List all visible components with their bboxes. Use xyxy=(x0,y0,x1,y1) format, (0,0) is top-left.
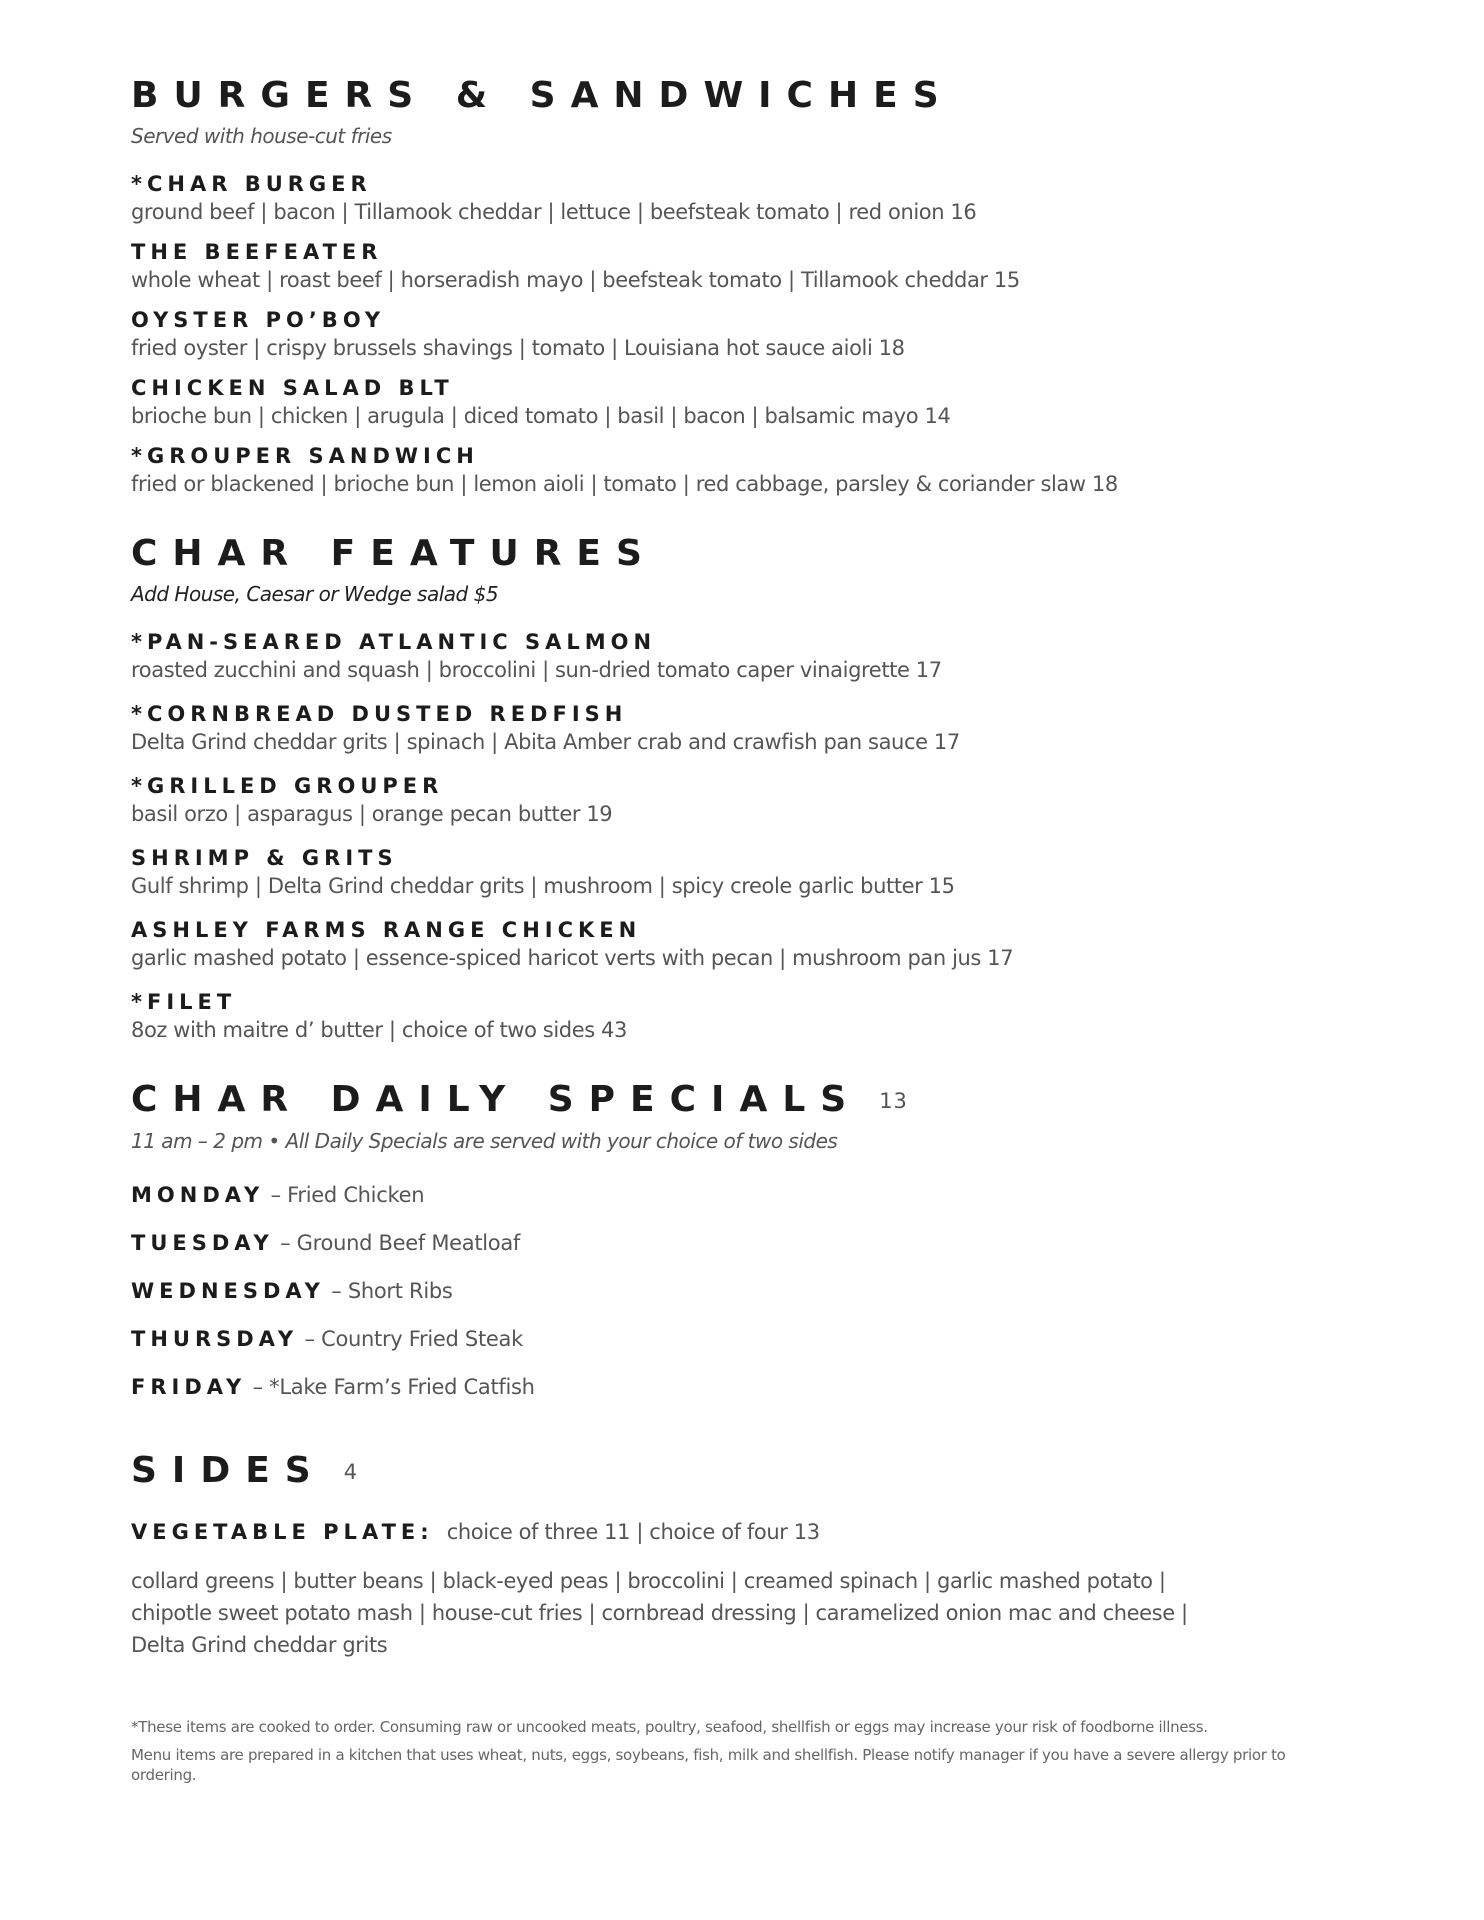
menu-content xyxy=(131,70,1311,1793)
item-description: fried or blackened | brioche bun | lemon aioli | tomato | red cabbage, parsley & coriander slaw 18 xyxy=(131,472,1118,496)
item-name: *FILET xyxy=(131,990,237,1014)
menu-item xyxy=(131,700,1311,756)
menu-item xyxy=(131,306,1311,362)
item-description: basil orzo | asparagus | orange pecan butter 19 xyxy=(131,802,613,826)
menu-item xyxy=(131,844,1311,900)
vegetable-plate-label: VEGETABLE PLATE: xyxy=(131,1520,434,1544)
menu-item xyxy=(131,988,1311,1044)
special-day: MONDAY xyxy=(131,1183,265,1207)
item-name: *CHAR BURGER xyxy=(131,172,372,196)
burgers-title: BURGERS & SANDWICHES xyxy=(131,75,954,116)
special-dish: – Fried Chicken xyxy=(264,1183,425,1207)
burgers-subtitle: Served with house-cut fries xyxy=(131,124,392,148)
specials-subtitle: 11 am – 2 pm • All Daily Specials are served with your choice of two sides xyxy=(131,1129,838,1153)
features-section xyxy=(131,528,1311,1044)
disclaimer xyxy=(131,1717,1311,1785)
menu-item xyxy=(131,238,1311,294)
vegetable-plate xyxy=(131,1518,1311,1549)
item-description: garlic mashed potato | essence-spiced haricot verts with pecan | mushroom pan jus 17 xyxy=(131,946,1014,970)
special-row xyxy=(131,1325,1311,1355)
special-row xyxy=(131,1373,1311,1403)
menu-item xyxy=(131,916,1311,972)
menu-item xyxy=(131,374,1311,430)
sides-title-text: SIDES xyxy=(131,1450,326,1491)
item-name: *GROUPER SANDWICH xyxy=(131,444,479,468)
burgers-section xyxy=(131,70,1311,498)
special-row xyxy=(131,1229,1311,1259)
features-subtitle: Add House, Caesar or Wedge salad $5 xyxy=(131,582,499,606)
special-day: WEDNESDAY xyxy=(131,1279,325,1303)
specials-title-text: CHAR DAILY SPECIALS xyxy=(131,1079,862,1120)
item-description: ground beef | bacon | Tillamook cheddar | lettuce | beefsteak tomato | red onion 16 xyxy=(131,200,977,224)
item-description: whole wheat | roast beef | horseradish mayo | beefsteak tomato | Tillamook cheddar 15 xyxy=(131,268,1020,292)
sides-section xyxy=(131,1445,1311,1661)
special-day: THURSDAY xyxy=(131,1327,299,1351)
specials-title xyxy=(131,1074,1311,1127)
item-description: roasted zucchini and squash | broccolini | sun-dried tomato caper vinaigrette 17 xyxy=(131,658,942,682)
item-name: OYSTER PO’BOY xyxy=(131,308,386,332)
item-description: Delta Grind cheddar grits | spinach | Abita Amber crab and crawfish pan sauce 17 xyxy=(131,730,960,754)
special-row xyxy=(131,1181,1311,1211)
special-dish: – *Lake Farm’s Fried Catfish xyxy=(246,1375,535,1399)
specials-section xyxy=(131,1074,1311,1403)
disclaimer-food-safety: *These items are cooked to order. Consuming raw or uncooked meats, poultry, seafood, shellfish or eggs may increase your risk of foodborne illness. xyxy=(131,1718,1208,1736)
menu-item xyxy=(131,628,1311,684)
special-day: FRIDAY xyxy=(131,1375,247,1399)
menu-item xyxy=(131,170,1311,226)
sides-price: 4 xyxy=(343,1460,359,1484)
item-name: THE BEEFEATER xyxy=(131,240,383,264)
item-description: fried oyster | crispy brussels shavings | tomato | Louisiana hot sauce aioli 18 xyxy=(131,336,905,360)
item-description: 8oz with maitre d’ butter | choice of two sides 43 xyxy=(131,1018,627,1042)
sides-list: collard greens | butter beans | black-eyed peas | broccolini | creamed spinach | garlic mashed potato | chipotle sweet potato mash | house-cut fries | cornbread dressing | caramelized onion mac and cheese | Delta Grind cheddar grits xyxy=(131,1569,1188,1657)
item-description: Gulf shrimp | Delta Grind cheddar grits | mushroom | spicy creole garlic butter 15 xyxy=(131,874,955,898)
special-day: TUESDAY xyxy=(131,1231,274,1255)
item-name: *PAN-SEARED ATLANTIC SALMON xyxy=(131,630,657,654)
menu-item xyxy=(131,772,1311,828)
sides-title xyxy=(131,1445,1311,1498)
special-row xyxy=(131,1277,1311,1307)
special-dish: – Country Fried Steak xyxy=(298,1327,523,1351)
special-dish: – Short Ribs xyxy=(324,1279,453,1303)
item-name: *CORNBREAD DUSTED REDFISH xyxy=(131,702,628,726)
features-title: CHAR FEATURES xyxy=(131,533,657,574)
item-name: ASHLEY FARMS RANGE CHICKEN xyxy=(131,918,642,942)
specials-price: 13 xyxy=(879,1089,908,1113)
special-dish: – Ground Beef Meatloaf xyxy=(273,1231,521,1255)
menu-item xyxy=(131,442,1311,498)
item-name: CHICKEN SALAD BLT xyxy=(131,376,454,400)
item-name: SHRIMP & GRITS xyxy=(131,846,398,870)
item-description: brioche bun | chicken | arugula | diced tomato | basil | bacon | balsamic mayo 14 xyxy=(131,404,951,428)
vegetable-plate-desc: choice of three 11 | choice of four 13 xyxy=(446,1520,820,1544)
item-name: *GRILLED GROUPER xyxy=(131,774,444,798)
disclaimer-allergy: Menu items are prepared in a kitchen that uses wheat, nuts, eggs, soybeans, fish, milk and shellfish. Please notify manager if you have a severe allergy prior to ordering. xyxy=(131,1746,1286,1784)
